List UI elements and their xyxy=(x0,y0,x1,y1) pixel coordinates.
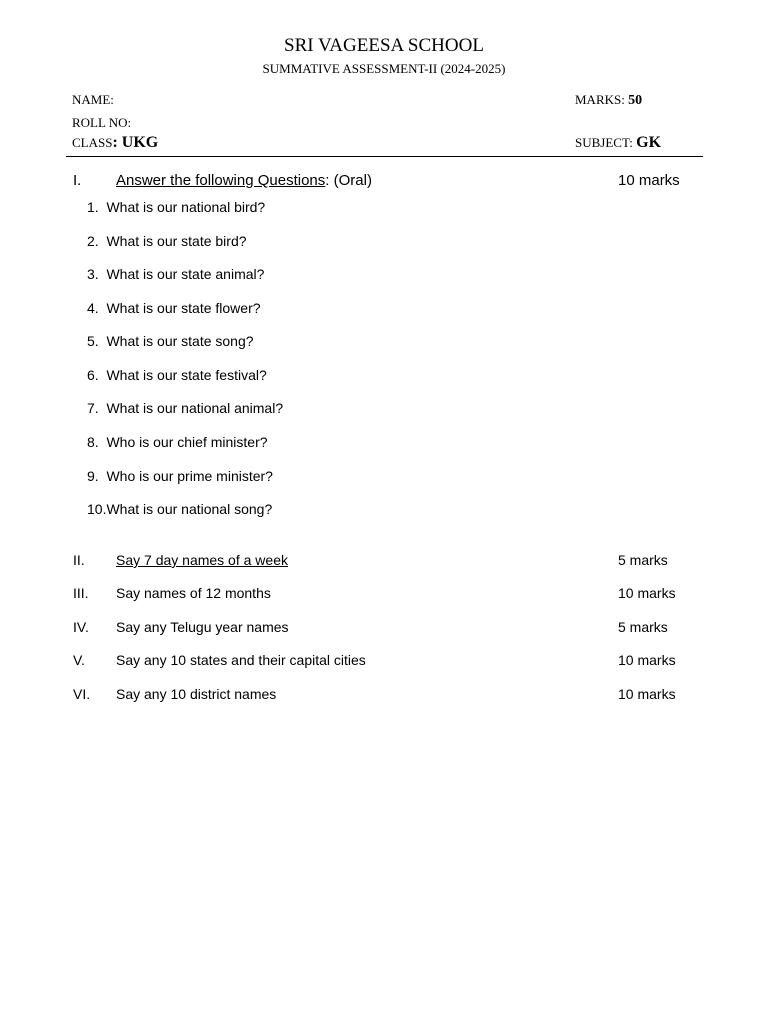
section-text: Say 7 day names of a week xyxy=(116,552,288,568)
section-marks: 10 marks xyxy=(618,652,676,668)
question-number: 7. xyxy=(87,400,99,416)
section-text: Say any Telugu year names xyxy=(116,619,289,635)
question-item xyxy=(87,367,267,383)
section-numeral: VI. xyxy=(73,686,91,702)
question-number: 8. xyxy=(87,434,99,450)
roll-no-label: ROLL NO: xyxy=(72,115,132,130)
question-text: Who is our prime minister? xyxy=(106,468,273,484)
section-1-title xyxy=(116,172,372,189)
section-marks: 5 marks xyxy=(618,619,668,635)
question-number: 3. xyxy=(87,266,99,282)
question-text: What is our state song? xyxy=(106,333,254,349)
question-number: 6. xyxy=(87,367,99,383)
class-field xyxy=(72,134,158,152)
question-number: 5. xyxy=(87,333,99,349)
class-label: CLASS xyxy=(72,135,113,150)
section-numeral: III. xyxy=(73,585,89,601)
question-text: What is our state animal? xyxy=(106,266,265,282)
question-text: What is our state flower? xyxy=(106,300,261,316)
section-marks: 5 marks xyxy=(618,552,668,568)
question-text: What is our national animal? xyxy=(106,400,284,416)
question-item xyxy=(87,300,261,316)
question-item xyxy=(87,400,283,416)
school-name: SRI VAGEESA SCHOOL xyxy=(284,35,484,56)
question-item xyxy=(87,199,265,215)
section-1-numeral: I. xyxy=(73,172,82,189)
section-numeral: IV. xyxy=(73,619,89,635)
marks-field xyxy=(575,91,642,109)
section-marks: 10 marks xyxy=(618,686,676,702)
subject-value: GK xyxy=(636,134,662,151)
section-text: Say names of 12 months xyxy=(116,585,271,601)
question-number: 10. xyxy=(87,501,107,517)
question-text: What is our state bird? xyxy=(106,233,247,249)
question-text: What is our state festival? xyxy=(106,367,267,383)
question-text: Who is our chief minister? xyxy=(106,434,268,450)
section-1-marks: 10 marks xyxy=(618,172,680,189)
section-marks: 10 marks xyxy=(618,585,676,601)
class-value: : UKG xyxy=(112,134,159,151)
question-number: 1. xyxy=(87,199,99,215)
section-numeral: V. xyxy=(73,652,85,668)
question-item xyxy=(87,501,272,517)
exam-title: SUMMATIVE ASSESSMENT-II (2024-2025) xyxy=(262,61,506,76)
section-text: Say any 10 states and their capital cities xyxy=(116,652,366,668)
question-text: What is our national bird? xyxy=(106,199,266,215)
name-label: NAME: xyxy=(72,92,114,107)
question-item xyxy=(87,233,247,249)
subject-label: SUBJECT: xyxy=(575,135,637,150)
question-item xyxy=(87,434,268,450)
subject-field xyxy=(575,134,661,152)
header-divider xyxy=(66,156,703,157)
question-item xyxy=(87,266,264,282)
marks-label: MARKS: xyxy=(575,92,629,107)
section-numeral: II. xyxy=(73,552,85,568)
question-item xyxy=(87,468,273,484)
marks-value: 50 xyxy=(628,93,643,108)
section-text: Say any 10 district names xyxy=(116,686,277,702)
question-number: 4. xyxy=(87,300,99,316)
question-item xyxy=(87,333,254,349)
section-1-title-underlined: Answer the following Questions xyxy=(116,172,326,189)
question-number: 2. xyxy=(87,233,99,249)
question-text: What is our national song? xyxy=(106,501,273,517)
section-1-title-suffix: : (Oral) xyxy=(325,172,372,189)
question-number: 9. xyxy=(87,468,99,484)
